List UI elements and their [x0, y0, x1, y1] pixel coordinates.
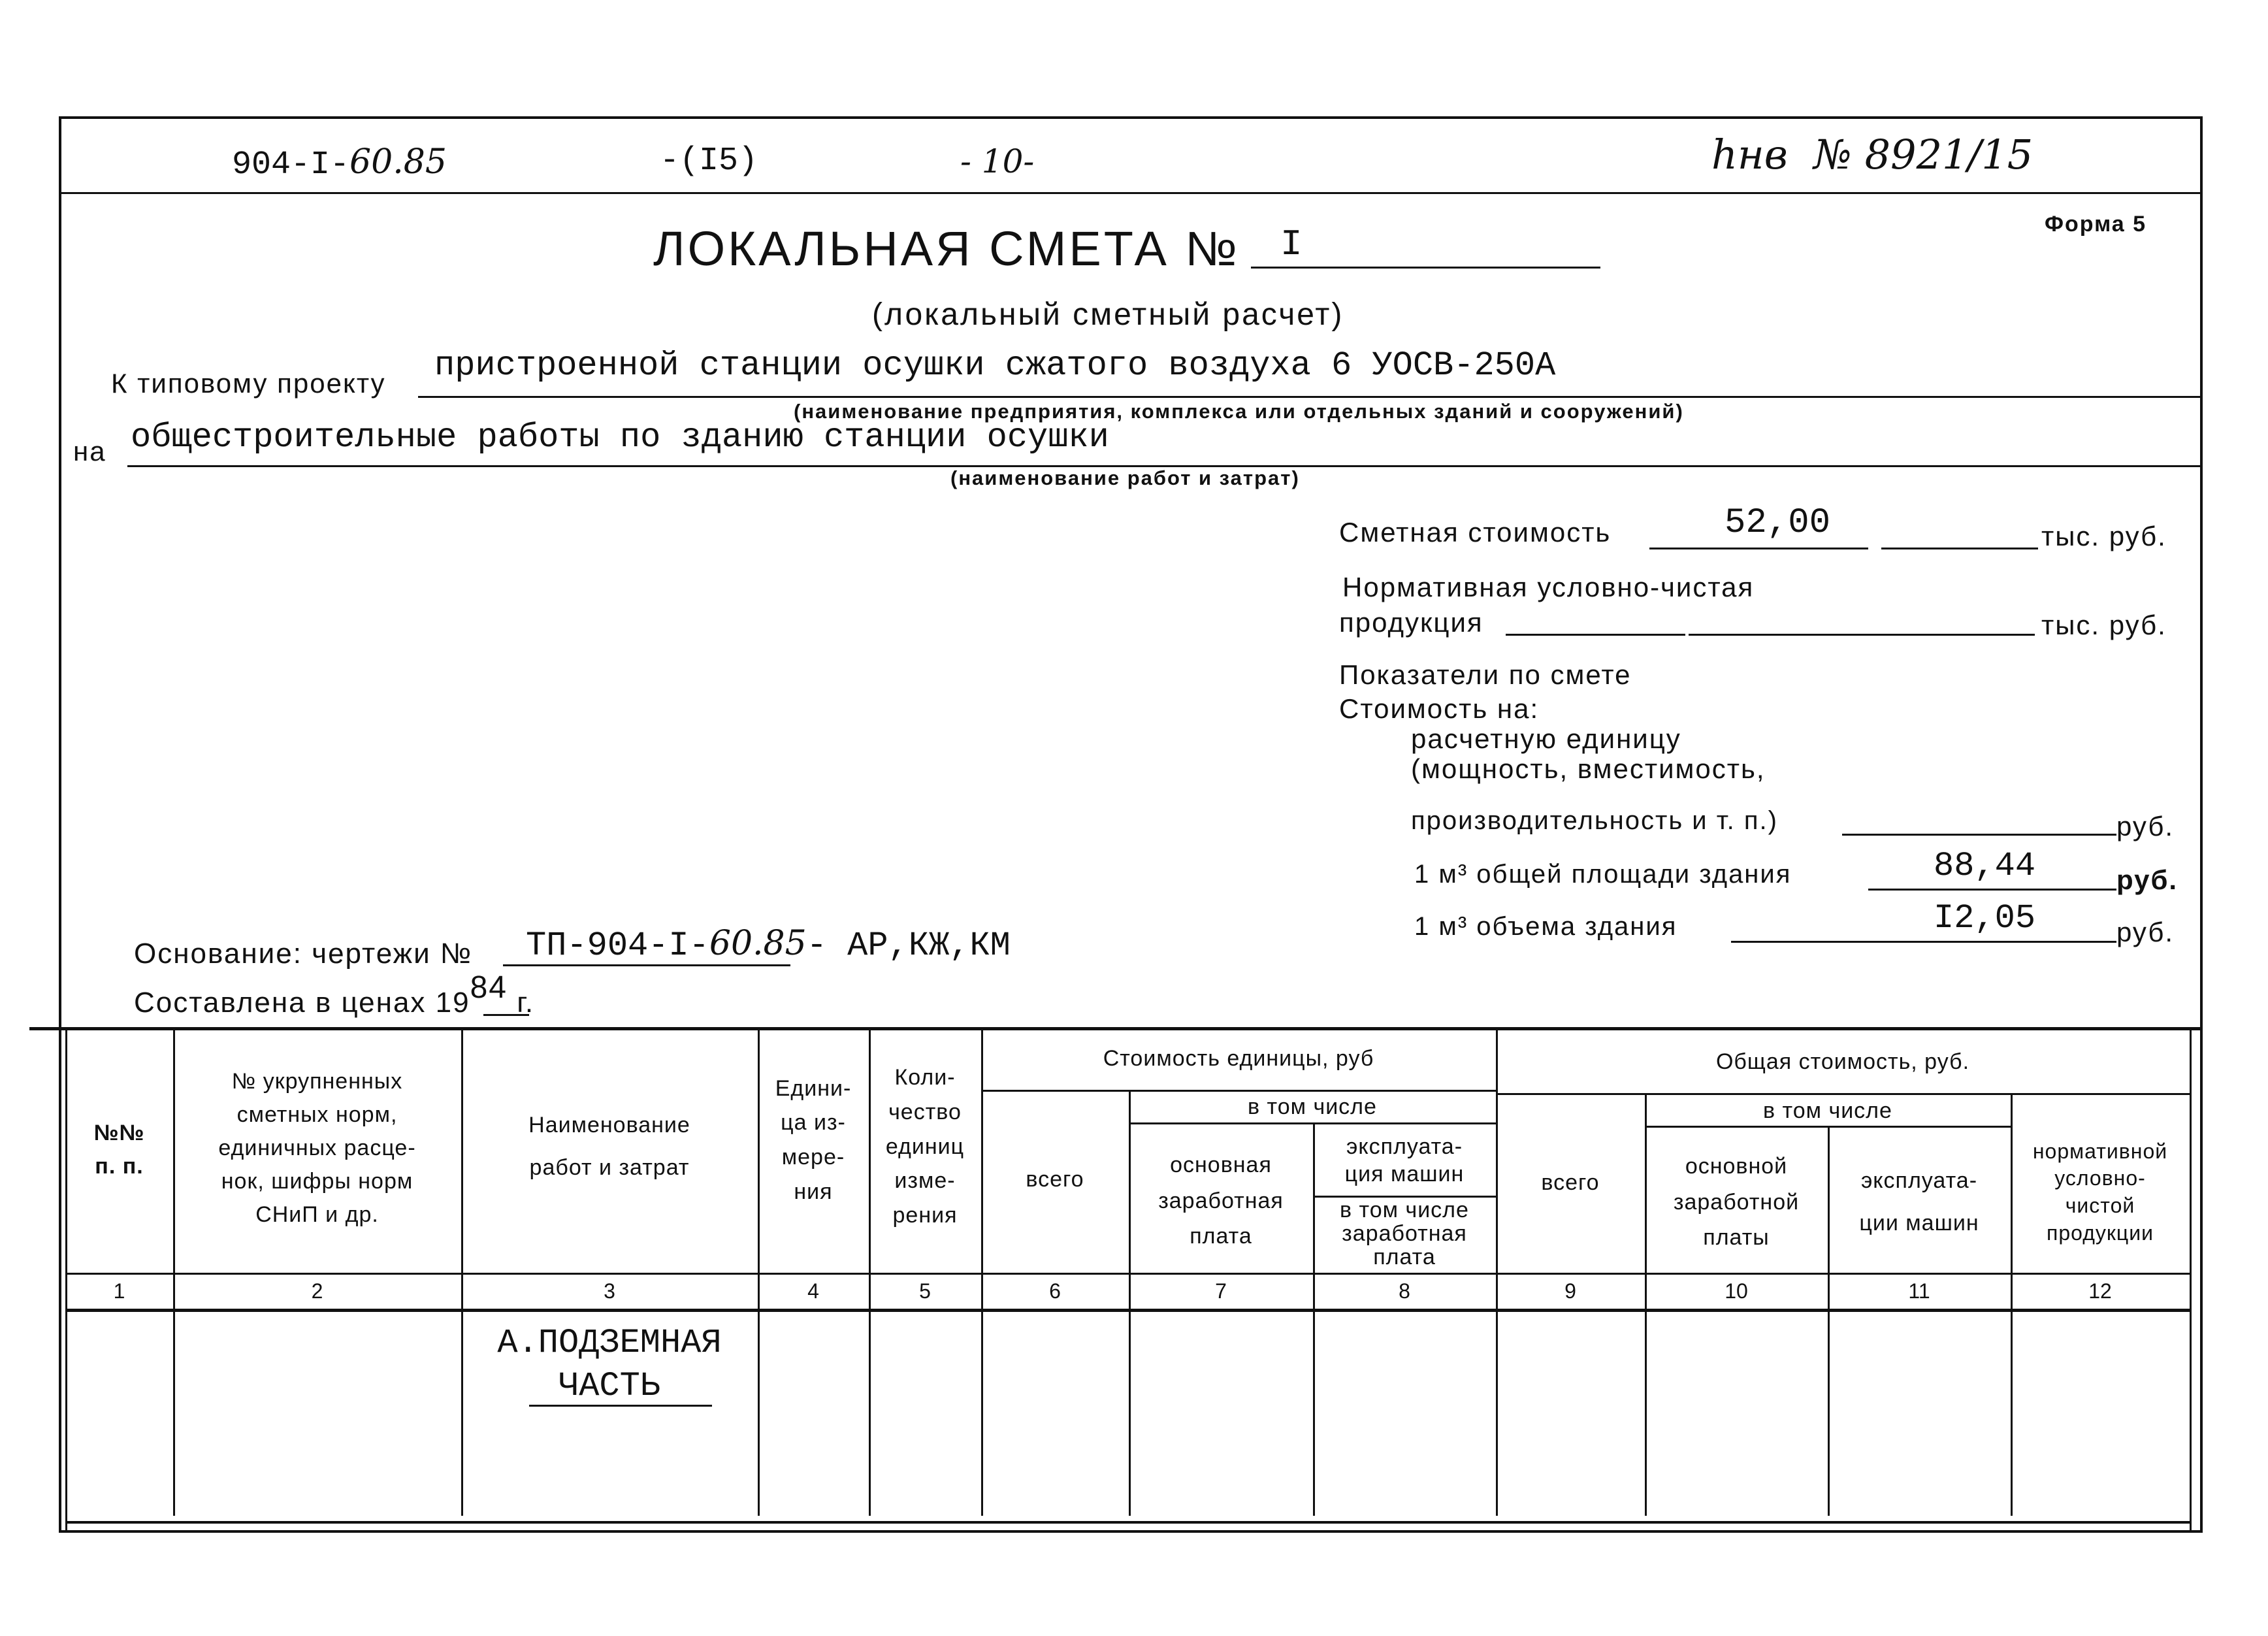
table-row-section-title-2: ЧАСТЬ — [558, 1367, 661, 1405]
drawing-underline — [503, 964, 790, 966]
estimated-cost-line-2 — [1881, 548, 2038, 549]
estimate-number-line — [1251, 267, 1600, 269]
cost-on-label: Стоимость на: — [1339, 693, 1540, 724]
col-number-6: 6 — [1049, 1279, 1061, 1303]
normative-label-1: Нормативная условно-чистая — [1342, 572, 1755, 602]
inventory-label: hнв — [1711, 131, 1788, 178]
col-header-9: всего — [1541, 1170, 1600, 1195]
col-header-8-bottom: в том числе заработная плата — [1340, 1198, 1469, 1269]
drawing-suffix: - АР,КЖ,КМ — [806, 926, 1011, 965]
project-underline — [418, 396, 2201, 398]
estimate-number: I — [1280, 223, 1303, 265]
unit-cost-group-header: Стоимость единицы, руб — [1103, 1045, 1374, 1071]
estimated-cost-line-1 — [1649, 548, 1868, 549]
col-number-11: 11 — [1908, 1279, 1930, 1303]
table-bottom-line — [65, 1521, 2190, 1524]
table-top-border — [29, 1027, 2201, 1030]
col-number-10: 10 — [1725, 1279, 1748, 1303]
doc-code-handwritten: 60.85 — [349, 142, 447, 182]
inventory-value: 8921/15 — [1864, 131, 2033, 178]
prices-year-underline — [483, 1014, 529, 1016]
col-header-7: основная заработная плата — [1158, 1153, 1284, 1249]
col-header-3: Наименование работ и затрат — [528, 1113, 690, 1180]
table-row-section-title-1: А.ПОДЗЕМНАЯ — [497, 1324, 722, 1362]
work-caption: (наименование работ и затрат) — [950, 466, 1300, 489]
work-label: на — [73, 436, 106, 466]
unit-cost-incl-header: в том числе — [1248, 1094, 1377, 1119]
normative-unit: тыс. руб. — [2041, 610, 2167, 640]
col-number-8: 8 — [1399, 1279, 1410, 1303]
col-number-4: 4 — [807, 1279, 819, 1303]
estimated-cost-label: Сметная стоимость — [1339, 517, 1612, 548]
normative-label-2: продукция — [1339, 607, 1483, 638]
col-header-11: эксплуата- ции машин — [1859, 1168, 1979, 1235]
calc-unit-label-1: расчетную единицу — [1411, 723, 1681, 754]
project-caption: (наименование предприятия, комплекса или отдельных зданий и сооружений) — [794, 400, 1684, 423]
inventory-no-sign: № — [1813, 131, 1852, 178]
estimated-cost-unit: тыс. руб. — [2041, 521, 2167, 551]
col-number-7: 7 — [1215, 1279, 1227, 1303]
volume-line — [1731, 941, 2116, 943]
drawing-handwritten: 60.85 — [709, 924, 807, 963]
calc-unit-unit: руб. — [2116, 811, 2175, 842]
section-title-underline — [529, 1405, 712, 1407]
volume-unit: руб. — [2116, 917, 2175, 947]
prices-prefix: Составлена в ценах 19 — [134, 987, 470, 1019]
col-header-2: № укрупненных сметных норм, единичных расце- нок, шифры норм СНиП и др. — [218, 1068, 416, 1227]
normative-line-2 — [1689, 634, 2035, 636]
col-number-1: 1 — [113, 1279, 125, 1303]
col-header-10: основной заработной платы — [1673, 1154, 1800, 1251]
page-number: - 10- — [960, 142, 1035, 180]
col-number-2: 2 — [311, 1279, 323, 1303]
col-number-5: 5 — [919, 1279, 931, 1303]
header-divider — [59, 192, 2203, 194]
normative-line-1 — [1506, 634, 1685, 636]
doc-code-prefix: 904-I- — [232, 146, 350, 184]
doc-code — [232, 142, 447, 184]
basis-label: Основание: чертежи № — [134, 938, 473, 970]
project-label: К типовому проекту — [111, 368, 386, 399]
drawing-prefix: ТП-904-I- — [526, 926, 709, 965]
col-header-8-top: эксплуата- ция машин — [1344, 1134, 1465, 1186]
unit-cost-group-line — [981, 1090, 1496, 1092]
col-number-3: 3 — [604, 1279, 615, 1303]
volume-label: 1 м³ объема здания — [1414, 912, 1677, 941]
indicators-label: Показатели по смете — [1339, 659, 1632, 690]
col-header-6: всего — [1026, 1166, 1084, 1192]
project-value: пристроенной станции осушки сжатого воздуха 6 УОСВ-250А — [434, 346, 1556, 385]
total-group-header: Общая стоимость, руб. — [1715, 1049, 1970, 1074]
area-label: 1 м³ общей площади здания — [1414, 860, 1792, 889]
col-header-4: Едини- ца из- мере- ния — [775, 1075, 852, 1204]
calc-unit-label-2: (мощность, вместимость, — [1411, 753, 1766, 784]
table-right-border — [2190, 1029, 2192, 1532]
total-incl-header: в том числе — [1763, 1098, 1892, 1123]
prices-suffix: г. — [517, 987, 535, 1019]
work-value: общестроительные работы по зданию станции осушки — [131, 418, 1109, 457]
area-line — [1868, 889, 2116, 891]
volume-value: I2,05 — [1934, 899, 2036, 938]
col-header-5: Коли- чество единиц изме- рения — [885, 1065, 965, 1228]
doc-code-suffix: -(I5) — [660, 142, 758, 180]
col-header-1: №№ п. п. — [93, 1121, 145, 1179]
drawing-number — [526, 926, 1011, 963]
col-header-12: нормативной условно- чистой продукции — [2032, 1139, 2168, 1245]
header-bottom-line — [65, 1273, 2190, 1275]
inventory-number — [1711, 131, 2033, 178]
prices-year: 84 — [470, 970, 508, 1005]
area-value: 88,44 — [1934, 847, 2036, 885]
prices-label — [134, 970, 535, 1019]
form-label: Форма 5 — [2045, 212, 2147, 237]
estimated-cost-value: 52,00 — [1725, 503, 1831, 543]
calc-unit-label-3: производительность и т. п.) — [1411, 806, 1778, 835]
colnum-bottom-line — [65, 1309, 2190, 1312]
calc-unit-line — [1842, 834, 2116, 836]
col-number-12: 12 — [2088, 1279, 2112, 1303]
col-number-9: 9 — [1564, 1279, 1576, 1303]
page-title: ЛОКАЛЬНАЯ СМЕТА № — [653, 221, 1240, 276]
page-subtitle: (локальный сметный расчет) — [872, 297, 1344, 332]
area-unit: руб. — [2116, 864, 2179, 895]
